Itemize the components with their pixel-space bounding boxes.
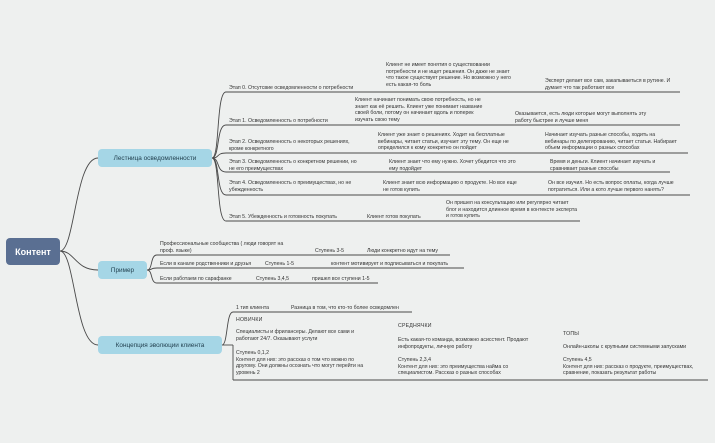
- top-desc: Онлайн-школы с крупными системными запусками: [563, 344, 687, 350]
- example-3-step[interactable]: Ступень 3,4,5: [256, 276, 290, 282]
- stage-4-desc[interactable]: Клиент знает всю информацию о продукте. Но все еще не готов купить: [383, 180, 517, 193]
- stage-4-note[interactable]: Он все изучил. Но есть вопрос оплаты, когда лучше потратиться. Или а кото лучше первого нанять?: [548, 180, 674, 193]
- stage-1-note[interactable]: Оказывается, есть люди которые могут выполнять эту работу быстрее и лучше меня: [515, 111, 647, 124]
- stage-5-label[interactable]: Этап 5. Убежденность и готовность покупать: [229, 214, 337, 220]
- branch-example[interactable]: Пример: [98, 261, 147, 279]
- example-1-label[interactable]: Профессиональные сообщества ( люди говорят на проф. языке): [160, 241, 284, 254]
- stage-0-expert[interactable]: Эксперт делает все сам, закапываеться в рутине. И думает что так работают все: [545, 78, 671, 91]
- stage-1-desc[interactable]: Клиент начинает понимать свою потребность, но не знает как её решить. Клиент уже понимает название своей боли, потому он начинает вдоль и поперек изучать свою тему: [355, 97, 483, 123]
- stage-3-desc[interactable]: Клиент знает что ему нужно. Хочет убедится что это ему подойдет: [389, 159, 516, 172]
- stage-1-label[interactable]: Этап 1. Осведомленность о потребности: [229, 118, 328, 124]
- newbies-steps: Ступень 0,1,2 Контент для них: это рассказ о том что можно по другому. Они должны осознать что могут перейти на уровень 2: [236, 350, 364, 376]
- stage-5-note[interactable]: Он пришел на консультацию или регулярно читает блог и находится длинное время в контексте эксперта и готов купить: [446, 200, 578, 219]
- stage-3-note[interactable]: Время и деньги. Клиент начинает изучать и сравнивает разные способы: [550, 159, 656, 172]
- middle-title[interactable]: СРЕДНЯЧКИ: [398, 323, 432, 329]
- stage-4-label[interactable]: Этап 4. Осведомленность о преимуществах, но не убежденность: [229, 180, 352, 193]
- top-steps: Ступень 4,5 Контент для них: рассказ о продукте, преимуществах, сравнение, показать результат работы: [563, 357, 694, 376]
- example-3-label[interactable]: Если работаем по сарафанке: [160, 276, 232, 282]
- example-1-note[interactable]: Люди конкретно идут на тему: [367, 248, 439, 254]
- stage-2-note[interactable]: Начинает изучать разные способы, ходить на вебинары по делегированию, читает статьи. Набирает объем информации о разных способах: [545, 132, 677, 151]
- example-3-note[interactable]: пришел все ступени 1-5: [312, 276, 370, 282]
- stage-3-label[interactable]: Этап 3. Осведомленность о конкретном решении, но не его преимуществах: [229, 159, 357, 172]
- client-difference[interactable]: Разница в том, что кто-то более осведомлен: [291, 305, 399, 311]
- example-2-label[interactable]: Если в канале родственники и друзья: [160, 261, 252, 267]
- middle-steps: Ступень 2,3,4 Контент для них: это преимущества найма со специалистом. Рассказ о разных способах: [398, 357, 509, 376]
- client-type-1[interactable]: 1 тип клиента: [236, 305, 270, 311]
- top-title[interactable]: ТОПЫ: [563, 331, 580, 337]
- example-2-note[interactable]: контент мотивирует и подписываться и покупать: [331, 261, 449, 267]
- stage-2-desc[interactable]: Клиент уже знает о решениях. Ходит на бесплатные вебинары, читает статьи, изучает эту тему. Он еще не определился к кому конкретно он пойдет: [378, 132, 509, 151]
- newbies-desc: Специалисты и фрилансеры. Делают все сами и работают 24/7. Оказывают услуги: [236, 329, 355, 342]
- example-1-step[interactable]: Ступень 3-5: [315, 248, 344, 254]
- middle-desc: Есть какая-то команда, возможно асисстент. Продают инфопродукты, личную работу: [398, 337, 529, 350]
- newbies-title[interactable]: НОВИЧКИ: [236, 317, 263, 323]
- branch-ladder[interactable]: Лестница осведомленности: [98, 149, 212, 167]
- root-node[interactable]: Контент: [6, 238, 60, 265]
- example-2-step[interactable]: Ступень 1-5: [265, 261, 294, 267]
- stage-0-desc[interactable]: Клиент не имеет понятия о существовании потребности и не ищет решения. Он даже не знает что такое существует решение. Но возможно у него есть какая-то боль: [386, 62, 511, 88]
- stage-2-label[interactable]: Этап 2. Осведомленность о некоторых решениях, кроме конкретного: [229, 139, 350, 152]
- branch-evolution[interactable]: Концепция эволюции клиента: [98, 336, 222, 354]
- stage-0-label[interactable]: Этап 0. Отсутсвие осведомленности о потребности: [229, 85, 354, 91]
- stage-5-desc[interactable]: Клиент готов покупать: [367, 214, 421, 220]
